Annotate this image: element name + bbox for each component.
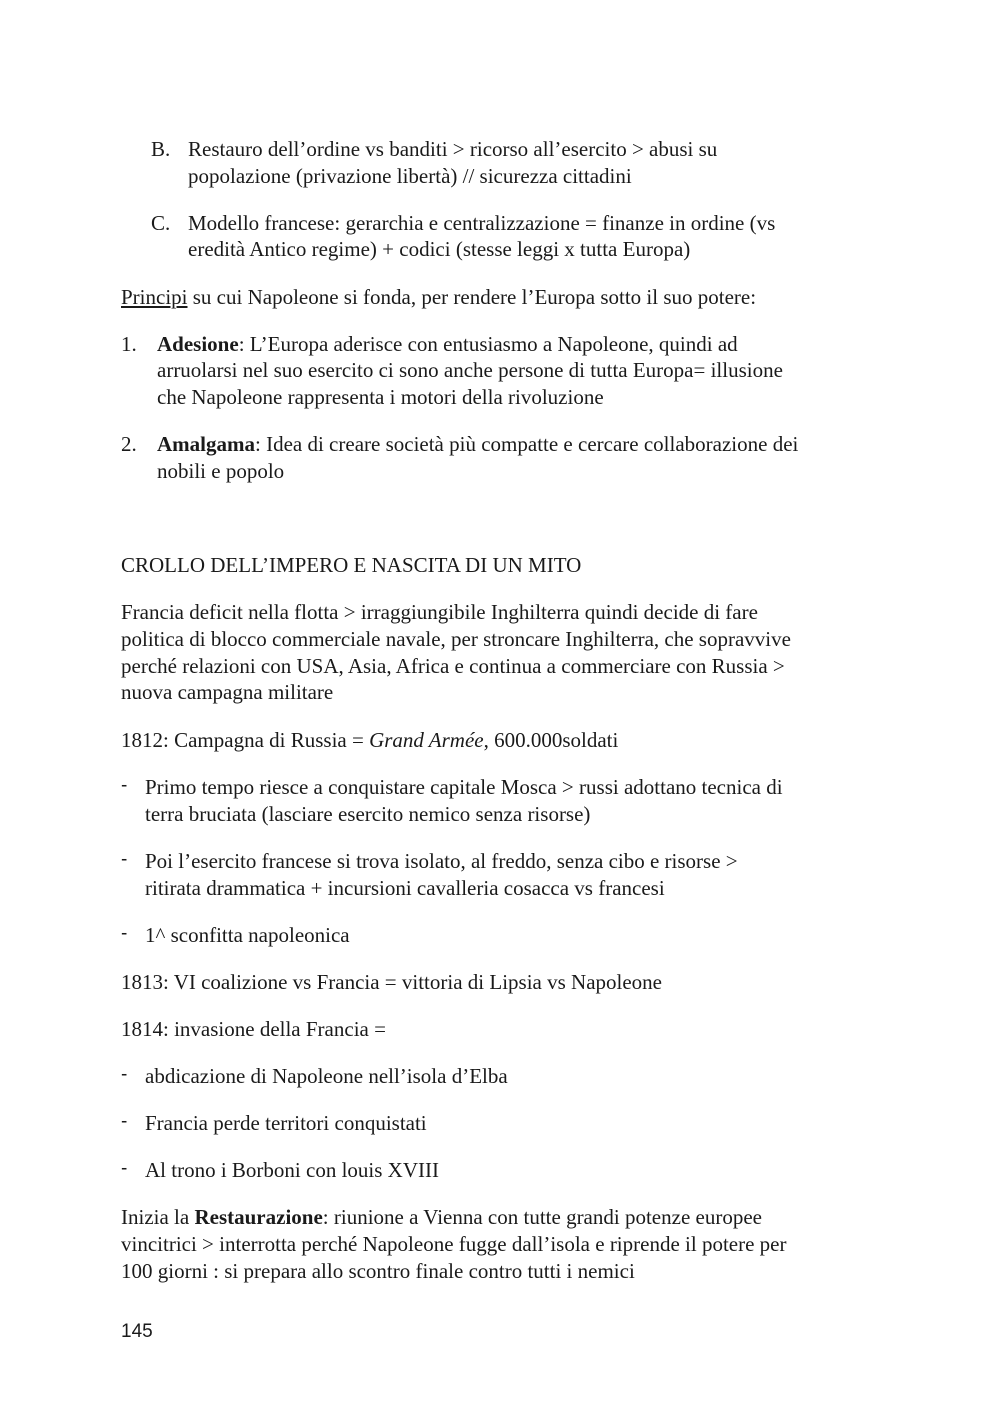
item1-bold-term: Adesione (157, 332, 239, 356)
principi-text: su cui Napoleone si fonda, per rendere l’Europa sotto il suo potere: (187, 285, 757, 309)
year-1813-line: 1813: VI coalizione vs Francia = vittoria di Lipsia vs Napoleone (121, 970, 662, 994)
list-marker-c: C. (151, 211, 171, 235)
item2-bold-term: Amalgama (157, 432, 255, 456)
list-item-c-line1: Modello francese: gerarchia e centralizzazione = finanze in ordine (vs (188, 211, 776, 235)
dash-bullet: - (121, 923, 128, 944)
item1-line3: che Napoleone rappresenta i motori della rivoluzione (157, 385, 604, 409)
list-marker-b: B. (151, 137, 171, 161)
list-item-b-line2: popolazione (privazione libertà) // sicurezza cittadini (188, 164, 632, 188)
bullet-russia-1-line1: Primo tempo riesce a conquistare capitale Mosca > russi adottano tecnica di (145, 775, 783, 799)
paragraph1-line1: Francia deficit nella flotta > irraggiungibile Inghilterra quindi decide di fare (121, 600, 758, 624)
page-number: 145 (121, 1321, 153, 1342)
dash-bullet: - (121, 1111, 128, 1132)
item2-line1 (157, 431, 798, 458)
item1-line1 (157, 331, 738, 358)
russia-suffix: , 600.000soldati (483, 728, 619, 752)
bullet-1814-3: Al trono i Borboni con louis XVIII (145, 1158, 439, 1182)
bullet-russia-3-line1: 1^ sconfitta napoleonica (145, 923, 350, 947)
year-1814-line: 1814: invasione della Francia = (121, 1017, 386, 1041)
principi-paragraph (121, 284, 756, 311)
restaurazione-line1 (121, 1204, 762, 1231)
list-item-b-line1: Restauro dell’ordine vs banditi > ricorso all’esercito > abusi su (188, 137, 718, 161)
principi-underlined: Principi (121, 285, 188, 309)
dash-bullet: - (121, 775, 128, 796)
dash-bullet: - (121, 1064, 128, 1085)
russia-italic: Grand Armée (369, 728, 484, 752)
restaurazione-text: : riunione a Vienna con tutte grandi potenze europee (322, 1205, 762, 1229)
numbered-marker-1: 1. (121, 332, 137, 356)
dash-bullet: - (121, 1158, 128, 1179)
restaurazione-bold: Restaurazione (194, 1205, 323, 1229)
list-item-c-line2: eredità Antico regime) + codici (stesse leggi x tutta Europa) (188, 237, 691, 261)
item2-text: : Idea di creare società più compatte e cercare collaborazione dei (255, 432, 799, 456)
item1-line2: arruolarsi nel suo esercito ci sono anche persone di tutta Europa= illusione (157, 358, 783, 382)
russia-campaign-line (121, 727, 618, 754)
bullet-1814-2: Francia perde territori conquistati (145, 1111, 427, 1135)
item1-text: : L’Europa aderisce con entusiasmo a Napoleone, quindi ad (238, 332, 738, 356)
dash-bullet: - (121, 849, 128, 870)
section-heading: CROLLO DELL’IMPERO E NASCITA DI UN MITO (121, 553, 582, 577)
bullet-russia-2-line2: ritirata drammatica + incursioni cavalleria cosacca vs francesi (145, 876, 665, 900)
paragraph1-line4: nuova campagna militare (121, 680, 334, 704)
bullet-1814-1: abdicazione di Napoleone nell’isola d’Elba (145, 1064, 508, 1088)
paragraph1-line2: politica di blocco commerciale navale, per stroncare Inghilterra, che sopravvive (121, 627, 791, 651)
russia-prefix: 1812: Campagna di Russia = (121, 728, 370, 752)
restaurazione-line2: vincitrici > interrotta perché Napoleone fugge dall’isola e riprende il potere per (121, 1232, 787, 1256)
paragraph1-line3: perché relazioni con USA, Asia, Africa e continua a commerciare con Russia > (121, 654, 785, 678)
restaurazione-prefix: Inizia la (121, 1205, 195, 1229)
numbered-marker-2: 2. (121, 432, 137, 456)
bullet-russia-1-line2: terra bruciata (lasciare esercito nemico senza risorse) (145, 802, 591, 826)
item2-line2: nobili e popolo (157, 459, 285, 483)
bullet-russia-2-line1: Poi l’esercito francese si trova isolato, al freddo, senza cibo e risorse > (145, 849, 738, 873)
restaurazione-line3: 100 giorni : si prepara allo scontro finale contro tutti i nemici (121, 1259, 635, 1283)
